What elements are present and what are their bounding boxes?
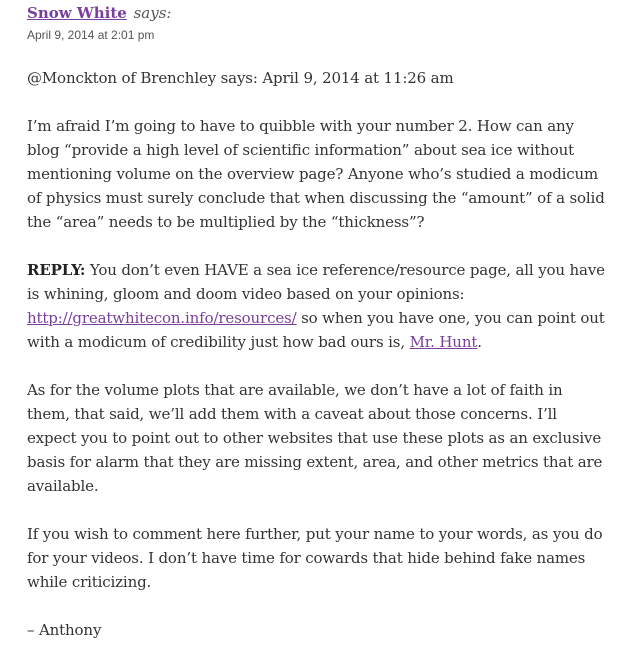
paragraph-volume: As for the volume plots that are available, we don’t have a lot of faith in them, that said, we’ll add them with a caveat about those concerns. I’ll expect you to point out to other websites that use these plots as an exclusive basis for alarm that they are missing extent, area, and other metrics that are available. [27,381,603,495]
comment-date-link[interactable]: April 9, 2014 at 2:01 pm [27,28,155,42]
paragraph-quibble: I’m afraid I’m going to have to quibble with your number 2. How can any blog “provide a high level of scientific information” about sea ice without mentioning volume on the overview page? Anyone who’s studied a modicum of physics must surely conclude that when discussing the “amount” of a solid the “area” needs to be multiplied by the “thickness”? [27,117,605,231]
comment-body [27,66,605,642]
resources-link[interactable]: http://greatwhitecon.info/resources/ [27,309,297,327]
quote-line: @Monckton of Brenchley says: April 9, 2014 at 11:26 am [27,69,454,87]
paragraph-further: If you wish to comment here further, put your name to your words, as you do for your videos. I don’t have time for cowards that hide behind fake names while criticizing. [27,525,603,591]
comment [27,0,605,666]
reply-label: REPLY: [27,261,86,279]
reply-text-3: . [477,333,482,351]
mr-hunt-link[interactable]: Mr. Hunt [409,333,478,351]
comment-header [27,0,605,26]
paragraph-reply [27,258,605,354]
comment-author-link[interactable]: Snow White [27,4,127,22]
comment-meta [27,26,605,44]
says-label: says: [133,4,172,22]
signature: – Anthony [27,621,102,639]
reply-text-2: so when you have one, you can point out with a modicum of credibility just how bad ours is, [27,309,605,351]
reply-text-1: You don’t even HAVE a sea ice reference/resource page, all you have is whining, gloom and doom video based on your opinions: [27,261,605,303]
